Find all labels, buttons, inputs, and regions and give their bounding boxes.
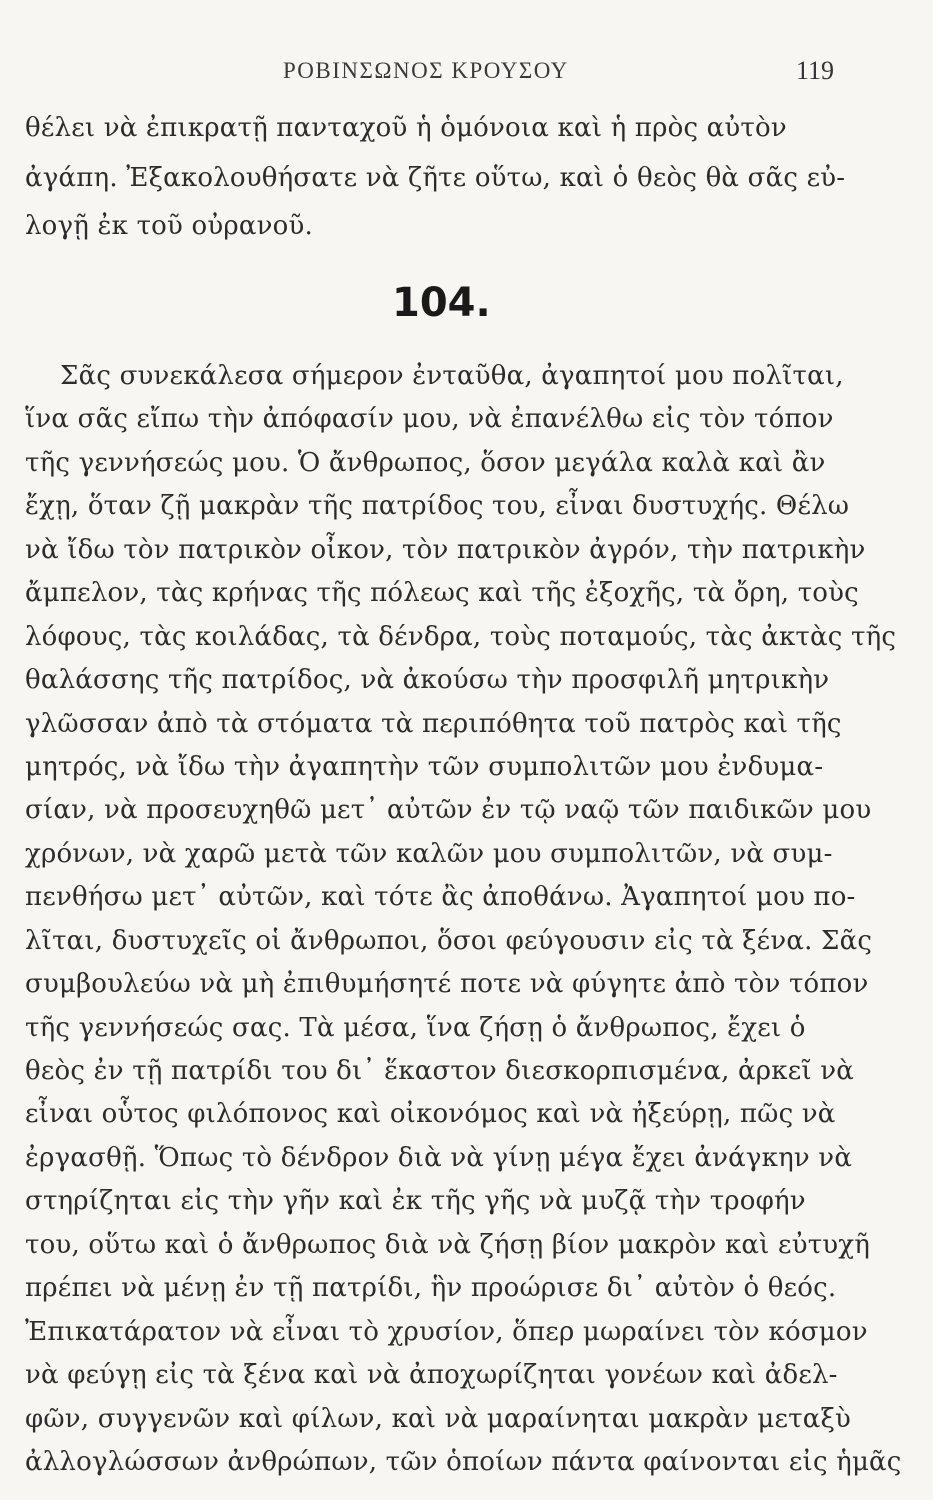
text-line: μητρός, νὰ ἴδω τὴν ἀγαπητὴν τῶν συμπολιτῶν μου ἐνδυμα- [25,751,824,782]
page-number: 119 [796,56,835,85]
text-line: ἀγάπη. Ἐξακολουθήσατε νὰ ζῆτε οὕτω, καὶ ὁ θεὸς θὰ σᾶς εὐ- [25,163,846,193]
running-head [0,52,933,92]
text-line: νὰ φεύγῃ εἰς τὰ ξένα καὶ νὰ ἀποχωρίζηται γονέων καὶ ἀδελ- [25,1360,838,1391]
text-line: ἐργασθῇ. Ὅπως τὸ δένδρον διὰ νὰ γίνῃ μέγα ἔχει ἀνάγκην νὰ [25,1142,853,1173]
text-line: Σᾶς συνεκάλεσα σήμερον ἐνταῦθα, ἀγαπητοί μου πολῖται, [60,361,844,391]
text-line: Ἐπικατάρατον νὰ εἶναι τὸ χρυσίον, ὅπερ μωραίνει τὸν κόσμον [25,1316,868,1347]
section-number: 104. [392,280,491,326]
text-line: στηρίζηται εἰς τὴν γῆν καὶ ἐκ τῆς γῆς νὰ μυζᾷ τὴν τροφήν [25,1186,806,1217]
text-line: λόφους, τὰς κοιλάδας, τὰ δένδρα, τοὺς ποταμούς, τὰς ἀκτὰς τῆς [25,621,897,652]
text-line: λογῇ ἐκ τοῦ οὐρανοῦ. [25,211,313,241]
text-line: τῆς γεννήσεώς μου. Ὁ ἄνθρωπος, ὅσον μεγάλα καλὰ καὶ ἂν [25,447,826,478]
text-line: σίαν, νὰ προσευχηθῶ μετ᾽ αὐτῶν ἐν τῷ ναῷ τῶν παιδικῶν μου [25,795,872,826]
text-line: θεὸς ἐν τῇ πατρίδι του δι᾽ ἕκαστον διεσκορπισμένα, ἀρκεῖ νὰ [25,1056,855,1087]
text-line: γλῶσσαν ἀπὸ τὰ στόματα τὰ περιπόθητα τοῦ πατρὸς καὶ τῆς [25,708,842,739]
text-line: πενθήσω μετ᾽ αὐτῶν, καὶ τότε ἂς ἀποθάνω. Ἀγαπητοί μου πο- [25,882,856,913]
text-line: νὰ ἴδω τὸν πατρικὸν οἶκον, τὸν πατρικὸν ἀγρόν, τὴν πατρικὴν [25,534,866,565]
text-line: του, οὕτω καὶ ὁ ἄνθρωπος διὰ νὰ ζήσῃ βίον μακρὸν καὶ εὐτυχῆ [25,1229,871,1260]
text-line: ἵνα σᾶς εἴπω τὴν ἀπόφασίν μου, νὰ ἐπανέλθω εἰς τὸν τόπον [25,404,834,435]
text-line: θαλάσσης τῆς πατρίδος, νὰ ἀκούσω τὴν προσφιλῆ μητρικὴν [25,665,830,696]
text-line: ἄμπελον, τὰς κρήνας τῆς πόλεως καὶ τῆς ἐξοχῆς, τὰ ὄρη, τοὺς [25,578,859,609]
text-line: χρόνων, νὰ χαρῶ μετὰ τῶν καλῶν μου συμπολιτῶν, νὰ συμ- [25,838,833,869]
running-title: ΡΟΒΙΝΣΩΝΟΣ ΚΡΟΥΣΟΥ [283,58,569,83]
text-line: τῆς γεννήσεώς σας. Τὰ μέσα, ἵνα ζήσῃ ὁ ἄνθρωπος, ἔχει ὁ [25,1012,806,1043]
text-line: πρέπει νὰ μένῃ ἐν τῇ πατρίδι, ἣν προώρισε δι᾽ αὐτὸν ὁ θεός. [25,1273,837,1304]
text-line: ἀλλογλώσσων ἀνθρώπων, τῶν ὁποίων πάντα φαίνονται εἰς ἡμᾶς [25,1447,902,1477]
text-line: φῶν, συγγενῶν καὶ φίλων, καὶ νὰ μαραίνηται μακρὰν μεταξὺ [25,1403,852,1434]
text-line: θέλει νὰ ἐπικρατῇ πανταχοῦ ἡ ὁμόνοια καὶ ἡ πρὸς αὐτὸν [25,113,787,143]
text-line: λῖται, δυστυχεῖς οἱ ἄνθρωποι, ὅσοι φεύγουσιν εἰς τὰ ξένα. Σᾶς [25,925,873,956]
text-line: εἶναι οὗτος φιλόπονος καὶ οἰκονόμος καὶ νὰ ἠξεύρῃ, πῶς νὰ [25,1099,836,1130]
text-line: ἔχῃ, ὅταν ζῇ μακρὰν τῆς πατρίδος του, εἶναι δυστυχής. Θέλω [25,491,850,522]
text-line: συμβουλεύω νὰ μὴ ἐπιθυμήσητέ ποτε νὰ φύγητε ἀπὸ τὸν τόπον [25,969,869,1000]
